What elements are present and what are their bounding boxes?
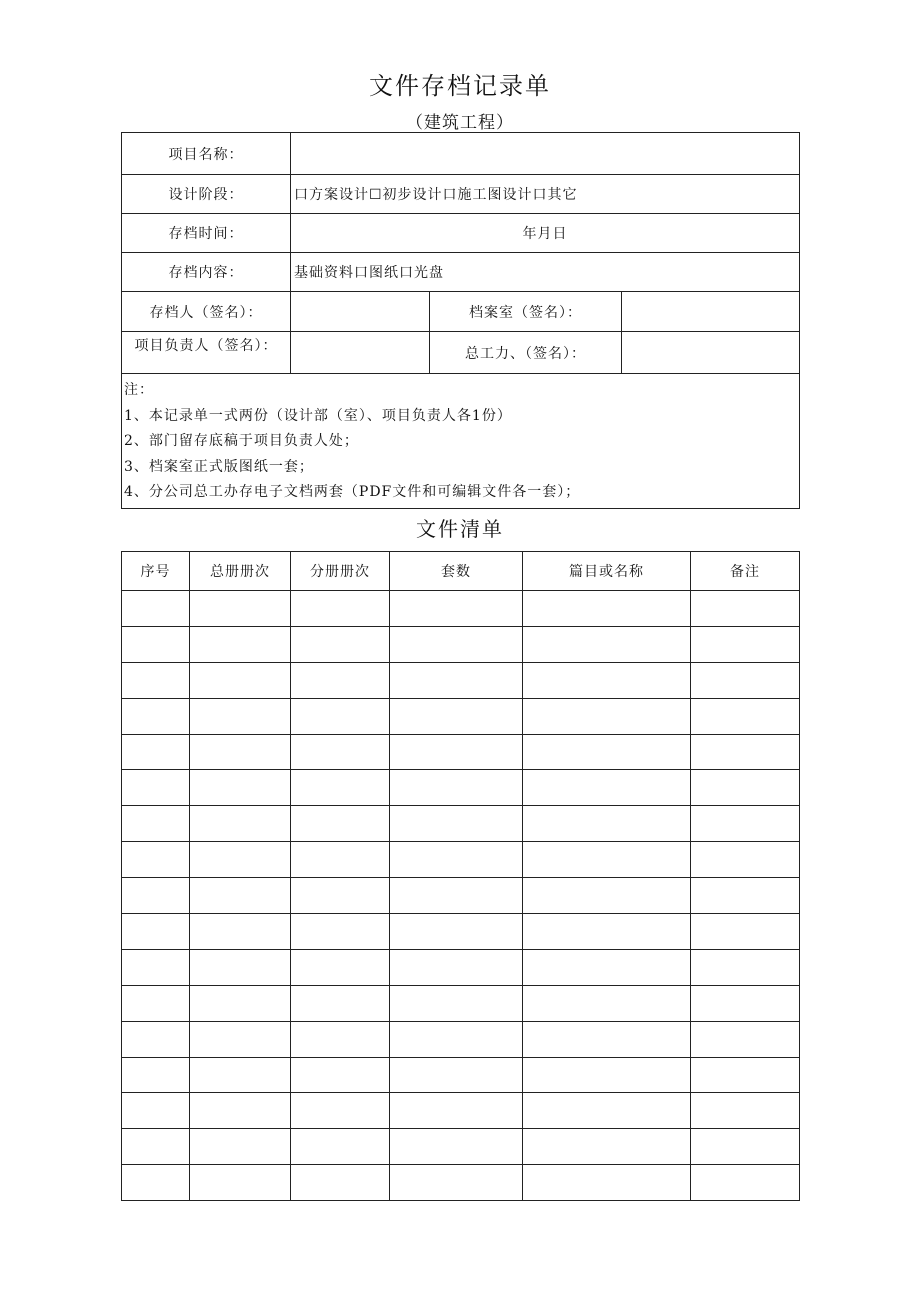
table-cell[interactable] — [390, 806, 523, 842]
table-cell[interactable] — [190, 698, 291, 734]
table-cell[interactable] — [691, 698, 800, 734]
table-cell[interactable] — [691, 1021, 800, 1057]
table-cell[interactable] — [291, 842, 390, 878]
table-cell[interactable] — [122, 1165, 190, 1201]
table-cell[interactable] — [291, 1165, 390, 1201]
table-cell[interactable] — [190, 591, 291, 627]
table-cell[interactable] — [523, 985, 691, 1021]
table-cell[interactable] — [291, 770, 390, 806]
table-cell[interactable] — [291, 626, 390, 662]
table-cell[interactable] — [691, 806, 800, 842]
table-cell[interactable] — [523, 698, 691, 734]
table-cell[interactable] — [390, 626, 523, 662]
chief-engineer-signature-label: 总工力、（签名）： — [430, 332, 622, 374]
table-cell[interactable] — [190, 662, 291, 698]
table-cell[interactable] — [122, 626, 190, 662]
header-title-or-name: 篇目或名称 — [523, 552, 691, 591]
table-cell[interactable] — [122, 591, 190, 627]
table-cell[interactable] — [523, 806, 691, 842]
table-row — [122, 1093, 800, 1129]
table-cell[interactable] — [523, 1165, 691, 1201]
table-cell[interactable] — [122, 878, 190, 914]
table-cell[interactable] — [190, 626, 291, 662]
table-cell[interactable] — [523, 842, 691, 878]
notes-section — [122, 374, 800, 509]
note-item-3: 3、档案室正式版图纸一套； — [124, 458, 314, 475]
table-cell[interactable] — [390, 1165, 523, 1201]
archive-content-options[interactable]: 基础资料口图纸口光盘 — [291, 253, 800, 292]
table-cell[interactable] — [122, 842, 190, 878]
table-cell[interactable] — [691, 770, 800, 806]
table-cell[interactable] — [291, 914, 390, 950]
file-list-title: 文件清单 — [416, 517, 504, 541]
table-cell[interactable] — [390, 914, 523, 950]
table-cell[interactable] — [390, 949, 523, 985]
note-item-1: 1、本记录单一式两份（设计部（室）、项目负责人各1份） — [124, 407, 512, 424]
design-stage-label: 设计阶段： — [122, 175, 291, 214]
table-cell[interactable] — [523, 591, 691, 627]
table-cell[interactable] — [523, 949, 691, 985]
table-row — [122, 770, 800, 806]
table-cell[interactable] — [390, 698, 523, 734]
file-list-table — [121, 551, 800, 1201]
header-remarks: 备注 — [691, 552, 800, 591]
table-cell[interactable] — [291, 698, 390, 734]
table-cell[interactable] — [390, 591, 523, 627]
table-cell[interactable] — [523, 1021, 691, 1057]
table-cell[interactable] — [122, 949, 190, 985]
project-lead-signature-label: 项目负责人（签名）： — [122, 332, 291, 374]
table-cell[interactable] — [291, 591, 390, 627]
archive-time-field[interactable]: 年月日 — [291, 214, 800, 253]
table-row — [122, 698, 800, 734]
table-cell[interactable] — [523, 662, 691, 698]
table-cell[interactable] — [523, 734, 691, 770]
table-cell[interactable] — [691, 985, 800, 1021]
table-cell[interactable] — [190, 734, 291, 770]
table-cell[interactable] — [122, 770, 190, 806]
table-row — [122, 1129, 800, 1165]
design-stage-options[interactable]: 口方案设计☐初步设计口施工图设计口其它 — [291, 175, 800, 214]
table-cell[interactable] — [122, 662, 190, 698]
table-cell[interactable] — [390, 734, 523, 770]
table-cell[interactable] — [291, 734, 390, 770]
table-cell[interactable] — [190, 1057, 291, 1093]
table-cell[interactable] — [122, 1057, 190, 1093]
table-cell[interactable] — [190, 949, 291, 985]
table-cell[interactable] — [691, 626, 800, 662]
header-sub-volume: 分册册次 — [291, 552, 390, 591]
page-title: 文件存档记录单 — [369, 72, 551, 100]
table-cell[interactable] — [523, 1057, 691, 1093]
table-cell[interactable] — [190, 914, 291, 950]
table-cell[interactable] — [190, 842, 291, 878]
table-cell[interactable] — [523, 914, 691, 950]
page-subtitle: （建筑工程） — [406, 113, 514, 133]
table-cell[interactable] — [291, 1021, 390, 1057]
archive-room-signature-field[interactable] — [622, 292, 800, 332]
project-lead-signature-field[interactable] — [291, 332, 430, 374]
header-total-volume: 总册册次 — [190, 552, 291, 591]
notes-heading: 注： — [124, 382, 154, 398]
chief-engineer-signature-field[interactable] — [622, 332, 800, 374]
table-cell[interactable] — [691, 734, 800, 770]
project-name-label: 项目名称： — [122, 133, 291, 175]
table-cell[interactable] — [291, 985, 390, 1021]
archive-content-label: 存档内容： — [122, 253, 291, 292]
table-cell[interactable] — [190, 1021, 291, 1057]
table-cell[interactable] — [291, 662, 390, 698]
header-set-count: 套数 — [390, 552, 523, 591]
archive-time-label: 存档时间： — [122, 214, 291, 253]
table-cell[interactable] — [390, 1021, 523, 1057]
table-row — [122, 662, 800, 698]
table-cell[interactable] — [390, 985, 523, 1021]
archive-info-table — [121, 132, 800, 509]
table-cell[interactable] — [291, 1129, 390, 1165]
table-cell[interactable] — [691, 878, 800, 914]
table-cell[interactable] — [190, 1129, 291, 1165]
table-cell[interactable] — [291, 1057, 390, 1093]
table-cell[interactable] — [523, 770, 691, 806]
table-cell[interactable] — [291, 806, 390, 842]
table-cell[interactable] — [691, 842, 800, 878]
archiver-signature-field[interactable] — [291, 292, 430, 332]
table-cell[interactable] — [291, 949, 390, 985]
table-row — [122, 1057, 800, 1093]
archiver-signature-label: 存档人（签名）： — [122, 292, 291, 332]
table-cell[interactable] — [523, 1093, 691, 1129]
table-cell[interactable] — [691, 1057, 800, 1093]
table-cell[interactable] — [390, 770, 523, 806]
table-cell[interactable] — [122, 1093, 190, 1129]
table-row — [122, 626, 800, 662]
table-cell[interactable] — [691, 1165, 800, 1201]
table-row — [122, 1165, 800, 1201]
table-cell[interactable] — [691, 1093, 800, 1129]
table-row — [122, 949, 800, 985]
table-cell[interactable] — [523, 878, 691, 914]
table-cell[interactable] — [190, 806, 291, 842]
table-row — [122, 985, 800, 1021]
table-cell[interactable] — [190, 770, 291, 806]
table-cell[interactable] — [691, 591, 800, 627]
table-cell[interactable] — [390, 1057, 523, 1093]
table-cell[interactable] — [291, 878, 390, 914]
table-row — [122, 591, 800, 627]
table-cell[interactable] — [122, 914, 190, 950]
project-name-field[interactable] — [291, 133, 800, 175]
table-cell[interactable] — [691, 914, 800, 950]
table-cell[interactable] — [390, 662, 523, 698]
table-cell[interactable] — [122, 806, 190, 842]
table-cell[interactable] — [190, 1093, 291, 1129]
table-row — [122, 1021, 800, 1057]
table-row — [122, 914, 800, 950]
table-cell[interactable] — [390, 1093, 523, 1129]
table-cell[interactable] — [122, 1129, 190, 1165]
table-cell[interactable] — [523, 1129, 691, 1165]
table-row — [122, 806, 800, 842]
table-cell[interactable] — [390, 1129, 523, 1165]
table-cell[interactable] — [122, 1021, 190, 1057]
note-item-2: 2、部门留存底稿于项目负责人处； — [124, 433, 359, 449]
table-cell[interactable] — [390, 842, 523, 878]
table-cell[interactable] — [291, 1093, 390, 1129]
note-item-4: 4、分公司总工办存电子文档两套（PDF文件和可编辑文件各一套）； — [124, 484, 581, 500]
table-cell[interactable] — [691, 662, 800, 698]
table-cell[interactable] — [190, 878, 291, 914]
table-cell[interactable] — [691, 1129, 800, 1165]
archive-room-signature-label: 档案室（签名）： — [430, 292, 622, 332]
table-row — [122, 878, 800, 914]
table-cell[interactable] — [122, 985, 190, 1021]
table-cell[interactable] — [190, 1165, 291, 1201]
table-header-row — [122, 552, 800, 591]
table-cell[interactable] — [122, 734, 190, 770]
table-cell[interactable] — [523, 626, 691, 662]
table-cell[interactable] — [390, 878, 523, 914]
table-cell[interactable] — [691, 949, 800, 985]
table-row — [122, 842, 800, 878]
header-index: 序号 — [122, 552, 190, 591]
table-row — [122, 734, 800, 770]
table-cell[interactable] — [122, 698, 190, 734]
table-cell[interactable] — [190, 985, 291, 1021]
